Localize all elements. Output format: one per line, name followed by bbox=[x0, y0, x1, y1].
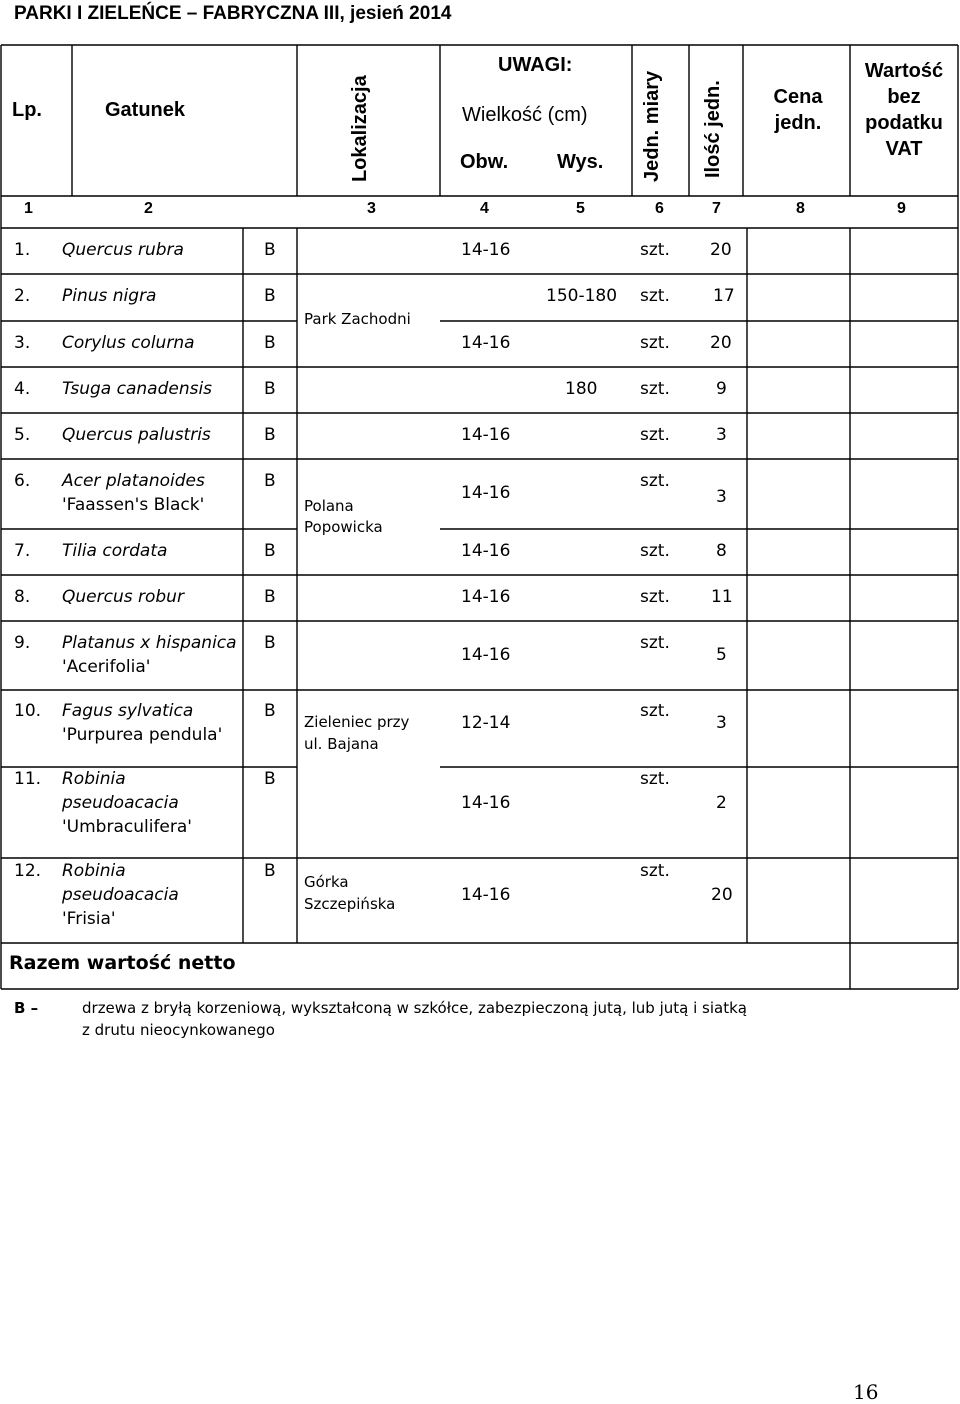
row-gatunek: Corylus colurna bbox=[62, 333, 195, 353]
row-jm: szt. bbox=[640, 471, 670, 491]
page-title: PARKI I ZIELEŃCE – FABRYCZNA III, jesień 2014 bbox=[14, 3, 452, 24]
row-gatunek: Pinus nigra bbox=[62, 286, 157, 306]
header-gatunek: Gatunek bbox=[105, 99, 186, 121]
row-jm: szt. bbox=[640, 701, 670, 721]
row-ilosc: 20 bbox=[710, 240, 732, 260]
col-number: 6 bbox=[655, 200, 664, 217]
row-gatunek-cultivar: 'Acerifolia' bbox=[62, 657, 151, 677]
row-lp: 6. bbox=[14, 471, 31, 491]
header-ilosc-jedn: Ilość jedn. bbox=[702, 80, 724, 178]
row-uwagi: B bbox=[264, 587, 276, 607]
row-obw: 14-16 bbox=[461, 333, 511, 353]
row-lp: 9. bbox=[14, 633, 31, 653]
row-lp: 1. bbox=[14, 240, 31, 260]
col-number: 4 bbox=[480, 200, 489, 217]
row-uwagi: B bbox=[264, 425, 276, 445]
col-number: 1 bbox=[24, 200, 33, 217]
row-gatunek: Quercus rubra bbox=[62, 240, 184, 260]
row-lp: 8. bbox=[14, 587, 31, 607]
row-obw: 12-14 bbox=[461, 713, 511, 733]
header-obw: Obw. bbox=[460, 151, 509, 173]
row-ilosc: 11 bbox=[711, 587, 733, 607]
row-lp: 3. bbox=[14, 333, 31, 353]
row-wys: 150-180 bbox=[546, 286, 618, 306]
header-wartosc-3: podatku bbox=[865, 112, 943, 134]
row-ilosc: 9 bbox=[716, 379, 727, 399]
row-jm: szt. bbox=[640, 333, 670, 353]
header-wartosc-2: bez bbox=[887, 86, 921, 108]
row-gatunek: Fagus sylvatica bbox=[62, 701, 194, 721]
col-number: 7 bbox=[712, 200, 721, 217]
row-ilosc: 2 bbox=[716, 793, 727, 813]
row-ilosc: 17 bbox=[713, 286, 735, 306]
row-ilosc: 20 bbox=[711, 885, 733, 905]
row-obw: 14-16 bbox=[461, 425, 511, 445]
row-gatunek-line2: pseudoacacia bbox=[62, 793, 179, 813]
row-lp: 10. bbox=[14, 701, 42, 721]
page-number: 16 bbox=[853, 1380, 879, 1404]
row-obw: 14-16 bbox=[461, 587, 511, 607]
row-obw: 14-16 bbox=[461, 541, 511, 561]
row-obw: 14-16 bbox=[461, 645, 511, 665]
header-wartosc-4: VAT bbox=[885, 138, 923, 160]
location-gorka-2: Szczepińska bbox=[304, 895, 396, 913]
row-jm: szt. bbox=[640, 286, 670, 306]
row-gatunek: Acer platanoides bbox=[62, 471, 205, 491]
row-uwagi: B bbox=[264, 633, 276, 653]
total-label: Razem wartość netto bbox=[9, 952, 236, 974]
header-cena-jedn: jedn. bbox=[774, 112, 822, 134]
row-jm: szt. bbox=[640, 861, 670, 881]
row-gatunek: Robinia bbox=[62, 769, 126, 789]
row-gatunek-line2: pseudoacacia bbox=[62, 885, 179, 905]
row-gatunek-cultivar: 'Faassen's Black' bbox=[62, 495, 205, 515]
row-jm: szt. bbox=[640, 587, 670, 607]
row-gatunek: Quercus robur bbox=[62, 587, 184, 607]
row-uwagi: B bbox=[264, 541, 276, 561]
row-ilosc: 3 bbox=[716, 713, 727, 733]
row-gatunek-cultivar: 'Frisia' bbox=[62, 909, 116, 929]
row-obw: 14-16 bbox=[461, 483, 511, 503]
row-uwagi: B bbox=[264, 379, 276, 399]
header-wys: Wys. bbox=[557, 151, 604, 173]
row-obw: 14-16 bbox=[461, 793, 511, 813]
col-number: 3 bbox=[367, 200, 376, 217]
footnote-symbol: B – bbox=[14, 999, 39, 1017]
row-ilosc: 5 bbox=[716, 645, 727, 665]
row-obw: 14-16 bbox=[461, 240, 511, 260]
row-uwagi: B bbox=[264, 861, 276, 881]
row-jm: szt. bbox=[640, 541, 670, 561]
location-zieleniec: Zieleniec przy bbox=[304, 713, 410, 731]
row-lp: 2. bbox=[14, 286, 31, 306]
row-lp: 11. bbox=[14, 769, 42, 789]
col-number: 2 bbox=[144, 200, 153, 217]
footnote-line-1: drzewa z bryłą korzeniową, wykształconą w szkółce, zabezpieczoną jutą, lub jutą i siatką bbox=[82, 999, 747, 1017]
row-gatunek: Platanus x hispanica bbox=[62, 633, 237, 653]
row-jm: szt. bbox=[640, 379, 670, 399]
row-uwagi: B bbox=[264, 769, 276, 789]
location-zieleniec-2: ul. Bajana bbox=[304, 735, 379, 753]
location-gorka: Górka bbox=[304, 873, 349, 891]
row-uwagi: B bbox=[264, 471, 276, 491]
row-jm: szt. bbox=[640, 633, 670, 653]
row-wys: 180 bbox=[565, 379, 598, 399]
location-polana-popowicka-2: Popowicka bbox=[304, 518, 383, 536]
location-polana-popowicka: Polana bbox=[304, 497, 354, 515]
row-gatunek: Robinia bbox=[62, 861, 126, 881]
row-lp: 5. bbox=[14, 425, 31, 445]
row-gatunek: Tilia cordata bbox=[62, 541, 168, 561]
header-uwagi: UWAGI: bbox=[498, 54, 573, 76]
row-jm: szt. bbox=[640, 425, 670, 445]
row-gatunek-cultivar: 'Umbraculifera' bbox=[62, 817, 192, 837]
row-gatunek: Tsuga canadensis bbox=[62, 379, 213, 399]
row-uwagi: B bbox=[264, 333, 276, 353]
row-uwagi: B bbox=[264, 701, 276, 721]
header-wielkosc: Wielkość (cm) bbox=[462, 104, 588, 126]
location-park-zachodni: Park Zachodni bbox=[304, 310, 411, 328]
header-lokalizacja: Lokalizacja bbox=[349, 75, 371, 182]
row-uwagi: B bbox=[264, 240, 276, 260]
row-gatunek-cultivar: 'Purpurea pendula' bbox=[62, 725, 223, 745]
row-jm: szt. bbox=[640, 240, 670, 260]
header-cena: Cena bbox=[773, 86, 823, 108]
col-number: 5 bbox=[576, 200, 585, 217]
row-ilosc: 20 bbox=[710, 333, 732, 353]
footnote-line-2: z drutu nieocynkowanego bbox=[82, 1021, 275, 1039]
row-lp: 4. bbox=[14, 379, 31, 399]
row-lp: 7. bbox=[14, 541, 31, 561]
row-ilosc: 3 bbox=[716, 487, 727, 507]
row-obw: 14-16 bbox=[461, 885, 511, 905]
header-wartosc-1: Wartość bbox=[864, 60, 944, 82]
row-gatunek: Quercus palustris bbox=[62, 425, 211, 445]
col-number: 8 bbox=[796, 200, 805, 217]
header-lp: Lp. bbox=[12, 99, 42, 121]
row-jm: szt. bbox=[640, 769, 670, 789]
col-number: 9 bbox=[897, 200, 906, 217]
row-ilosc: 3 bbox=[716, 425, 727, 445]
row-uwagi: B bbox=[264, 286, 276, 306]
row-ilosc: 8 bbox=[716, 541, 727, 561]
header-jedn-miary: Jedn. miary bbox=[641, 70, 663, 182]
row-lp: 12. bbox=[14, 861, 42, 881]
